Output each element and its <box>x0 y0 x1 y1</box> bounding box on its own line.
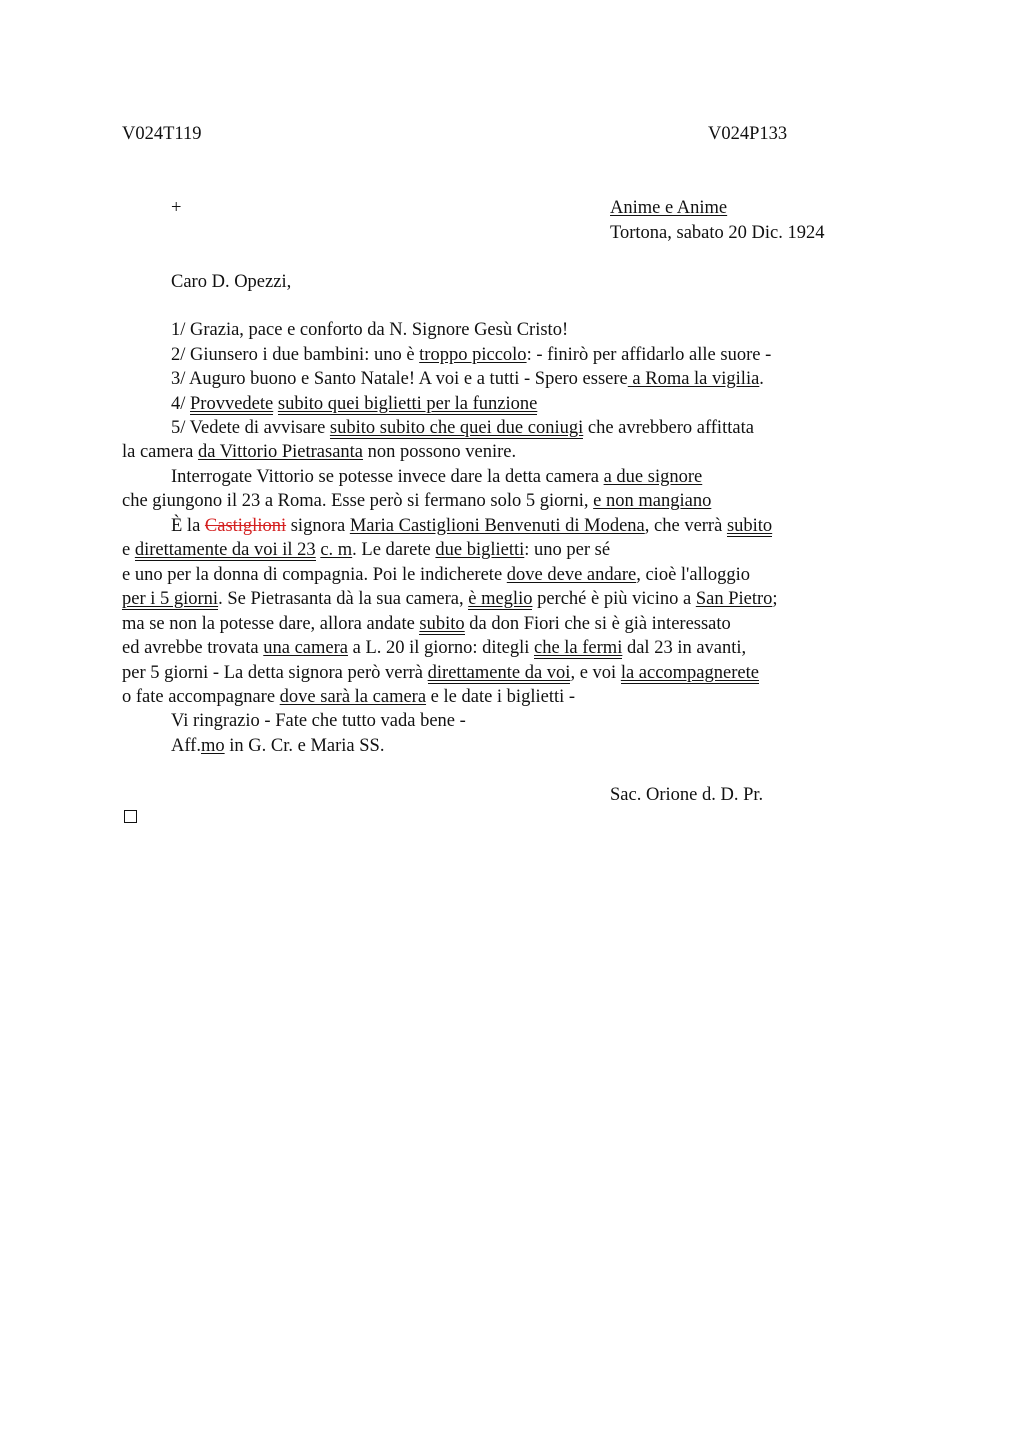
underlined-segment: subito <box>419 614 465 634</box>
body-line-1 <box>171 318 568 342</box>
text-segment: . Le darete <box>352 540 436 560</box>
underlined-segment: a Roma la vigilia <box>627 369 760 389</box>
cross-mark: + <box>171 198 182 218</box>
text-segment: a L. 20 il giorno: ditegli <box>347 638 534 658</box>
end-square-icon <box>124 810 137 823</box>
underlined-segment: una camera <box>263 638 348 658</box>
underlined-segment: direttamente da voi <box>427 663 571 683</box>
text-segment: 3/ Auguro buono e Santo Natale! A voi e a tutti - Spero essere <box>171 369 628 389</box>
motto: Anime e Anime <box>610 198 728 218</box>
text-segment: 2/ Giunsero i due bambini: uno è <box>171 345 420 365</box>
underlined-segment: dove sarà la camera <box>279 687 427 707</box>
text-segment: 5/ Vedete di avvisare <box>171 418 330 438</box>
text-segment: ed avrebbe trovata <box>122 638 264 658</box>
text-segment: e uno per la donna di compagnia. Poi le indicherete <box>122 565 507 585</box>
underlined-segment: per i 5 giorni <box>122 589 219 609</box>
text-segment: in G. Cr. e Maria SS. <box>224 736 385 756</box>
text-segment: e le date i biglietti - <box>426 687 576 707</box>
text-segment: Interrogate Vittorio se potesse invece dare la detta camera <box>171 467 604 487</box>
text-segment: dal 23 in avanti, <box>622 638 747 658</box>
body-line-3 <box>171 367 764 391</box>
text-segment: , e voi <box>570 663 621 683</box>
text-segment: . Se Pietrasanta dà la sua camera, <box>218 589 469 609</box>
body-line-17 <box>171 709 466 733</box>
underlined-segment: troppo piccolo <box>419 345 527 365</box>
text-segment: da don Fiori che si è già interessato <box>464 614 731 634</box>
text-segment: : - finirò per affidarlo alle suore - <box>526 345 772 365</box>
underlined-segment: direttamente da voi il 23 <box>134 540 316 560</box>
underlined-segment: dove deve andare <box>506 565 637 585</box>
underlined-segment: due biglietti <box>435 540 525 560</box>
body-line-10 <box>122 538 610 562</box>
text-segment: e <box>122 540 135 560</box>
text-segment: che giungono il 23 a Roma. Esse però si fermano solo 5 giorni, <box>122 491 594 511</box>
text-segment: Aff. <box>171 736 201 756</box>
body-line-11 <box>122 563 750 587</box>
text-segment: che avrebbero affittata <box>583 418 754 438</box>
text-segment: la camera <box>122 442 198 462</box>
body-line-9 <box>171 514 772 538</box>
text-segment: È la <box>171 516 205 536</box>
body-line-12 <box>122 587 778 611</box>
text-segment: o fate accompagnare <box>122 687 280 707</box>
underlined-segment: e non mangiano <box>593 491 712 511</box>
text-segment: per 5 giorni - La detta signora però verrà <box>122 663 428 683</box>
text-segment: perché è più vicino a <box>532 589 696 609</box>
underlined-segment: a due signore <box>603 467 703 487</box>
text-segment: 1/ Grazia, pace e conforto da N. Signore Gesù Cristo! <box>171 320 569 340</box>
body-line-16 <box>122 685 575 709</box>
underlined-segment: Maria Castiglioni Benvenuti di Modena <box>349 516 645 536</box>
body-line-13 <box>122 612 731 636</box>
body-line-8 <box>122 489 711 513</box>
body-line-5 <box>171 416 754 440</box>
underlined-segment: subito subito che quei due coniugi <box>329 418 584 438</box>
body-line-6 <box>122 440 516 464</box>
underlined-segment: la accompagnerete <box>620 663 759 683</box>
body-line-4 <box>171 392 537 416</box>
underlined-segment: subito <box>726 516 773 536</box>
text-segment: signora <box>286 516 350 536</box>
signature: Sac. Orione d. D. Pr. <box>610 785 764 805</box>
text-segment: ma se non la potesse dare, allora andate <box>122 614 420 634</box>
struck-out-segment: Castiglioni <box>204 516 287 536</box>
text-segment: 4/ <box>171 394 191 414</box>
underlined-segment: da Vittorio Pietrasanta <box>198 442 364 462</box>
body-line-2 <box>171 343 771 367</box>
document-code-right: V024P133 <box>708 124 788 144</box>
text-segment: Vi ringrazio - Fate che tutto vada bene - <box>171 711 466 731</box>
body-line-14 <box>122 636 746 660</box>
text-segment: , cioè l'alloggio <box>636 565 751 585</box>
text-segment: non possono venire. <box>363 442 517 462</box>
closing-line <box>171 734 384 758</box>
place-date: Tortona, sabato 20 Dic. 1924 <box>610 223 825 243</box>
underlined-segment: San Pietro <box>695 589 773 609</box>
salutation: Caro D. Opezzi, <box>171 272 292 292</box>
underlined-segment: Provvedete <box>190 394 274 414</box>
document-code-left: V024T119 <box>122 124 202 144</box>
underlined-segment: mo <box>200 736 225 756</box>
text-segment: : uno per sé <box>524 540 611 560</box>
text-segment: , che verrà <box>644 516 727 536</box>
body-line-7 <box>171 465 702 489</box>
underlined-segment: che la fermi <box>534 638 623 658</box>
body-line-15 <box>122 661 759 685</box>
underlined-segment: subito quei biglietti per la funzione <box>277 394 538 414</box>
underlined-segment: c. m <box>320 540 353 560</box>
text-segment: . <box>759 369 764 389</box>
text-segment: ; <box>772 589 778 609</box>
underlined-segment: è meglio <box>468 589 533 609</box>
